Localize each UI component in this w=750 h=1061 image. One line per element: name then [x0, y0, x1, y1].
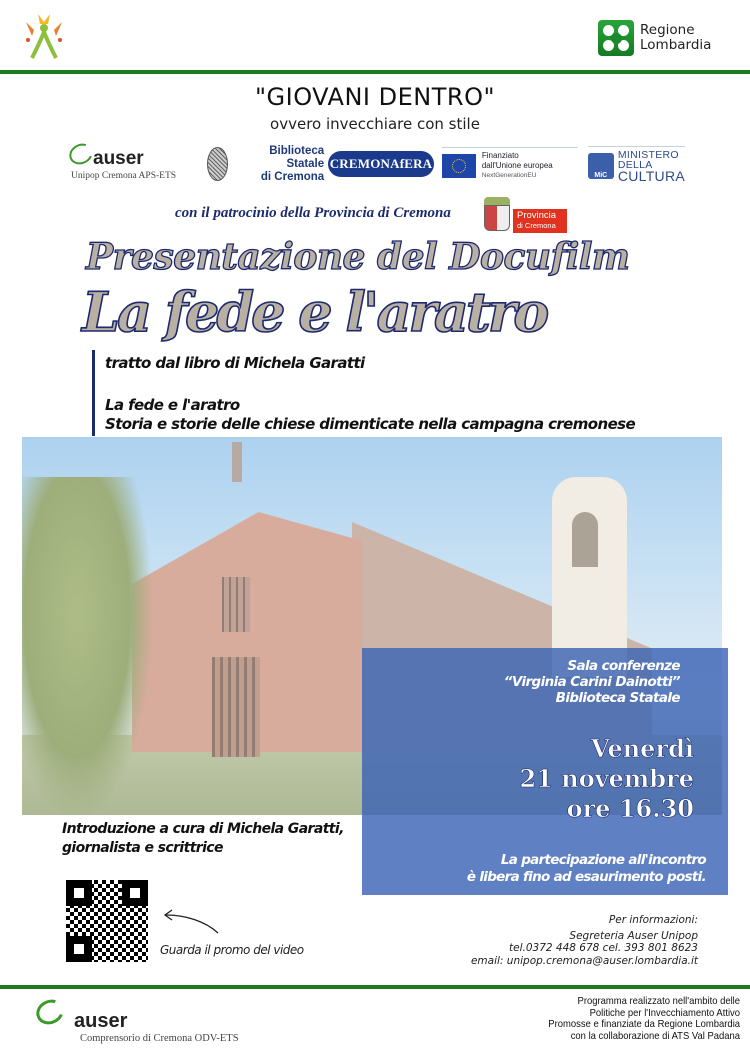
- contact-email: email: unipop.cremona@auser.lombardia.it: [470, 954, 698, 967]
- promo-qr-code[interactable]: [66, 880, 148, 962]
- provincia-crest-icon: [484, 197, 510, 231]
- event-admission: La partecipazione all'incontro è libera fino ad esaurimento posti.: [466, 852, 706, 885]
- arrow-icon: [160, 905, 220, 935]
- event-info-box: [362, 648, 728, 895]
- header-divider: [0, 70, 750, 74]
- docufilm-title: La fede e l'aratro: [82, 280, 547, 344]
- lombardy-rose-icon: [598, 20, 634, 56]
- partner-logos: [65, 140, 685, 188]
- program-credits: Programma realizzato nell'ambito delle Politiche per l'Invecchiamento Attivo Promosse e finanziate da Regione Lombardia con la collaborazione di ATS Val Padana: [548, 995, 740, 1042]
- library-seal-icon: [207, 147, 228, 181]
- auser-unipop-logo: auser Unipop Cremona APS-ETS: [65, 142, 202, 186]
- auser-swoosh-icon: [66, 140, 96, 168]
- regione-lombardia-logo: [598, 20, 711, 56]
- auser-swoosh-icon: [32, 995, 68, 1029]
- docufilm-heading: Presentazione del Docufilm: [86, 236, 630, 278]
- mic-icon: MiC: [588, 153, 614, 179]
- book-title: La fede e l'aratro: [105, 396, 240, 414]
- book-subtitle: Storia e storie delle chiese dimenticate nella campagna cremonese: [105, 415, 636, 433]
- biblioteca-statale-logo: Biblioteca Statale di Cremona: [260, 144, 325, 183]
- event-datetime: [519, 734, 694, 824]
- introduction-text: Introduzione a cura di Michela Garatti, giornalista e scrittrice: [62, 821, 344, 856]
- footer-divider: [0, 985, 750, 989]
- book-accent-bar: [92, 350, 95, 436]
- event-series-subtitle: ovvero invecchiare con stile: [270, 115, 480, 133]
- book-source: tratto dal libro di Michela Garatti: [105, 354, 365, 372]
- provincia-badge: Provincia di Cremona: [513, 209, 567, 233]
- event-day: Venerdì: [591, 734, 694, 763]
- tree-people-logo-icon: [22, 10, 66, 60]
- lombardia-label: Lombardia: [640, 37, 712, 53]
- cremonafiere-logo: CREMONAfERA: [328, 151, 434, 177]
- ministero-cultura-logo: MiC MINISTERO DELLA CULTURA: [588, 146, 685, 183]
- event-date: 21 novembre: [519, 764, 694, 793]
- eu-funding-logo: Finanziato dall'Unione europea NextGenerationEU: [442, 147, 578, 181]
- auser-comprensorio-logo: auser Comprensorio di Cremona ODV-ETS: [30, 1000, 230, 1050]
- regione-label: Regione: [640, 22, 695, 38]
- event-series-title: "GIOVANI DENTRO": [254, 83, 495, 111]
- qr-caption: Guarda il promo del video: [160, 943, 304, 957]
- event-venue: Sala conferenze “Virginia Carini Dainotti” Biblioteca Statale: [503, 658, 680, 706]
- contact-info: Per informazioni: Segreteria Auser Unipop tel.0372 448 678 cel. 393 801 8623 email: unipop.cremona@auser.lombardia.it: [470, 914, 698, 967]
- eu-flag-icon: [442, 154, 476, 178]
- patronage-text: con il patrocinio della Provincia di Cremona: [175, 205, 451, 221]
- event-time: ore 16.30: [566, 794, 694, 823]
